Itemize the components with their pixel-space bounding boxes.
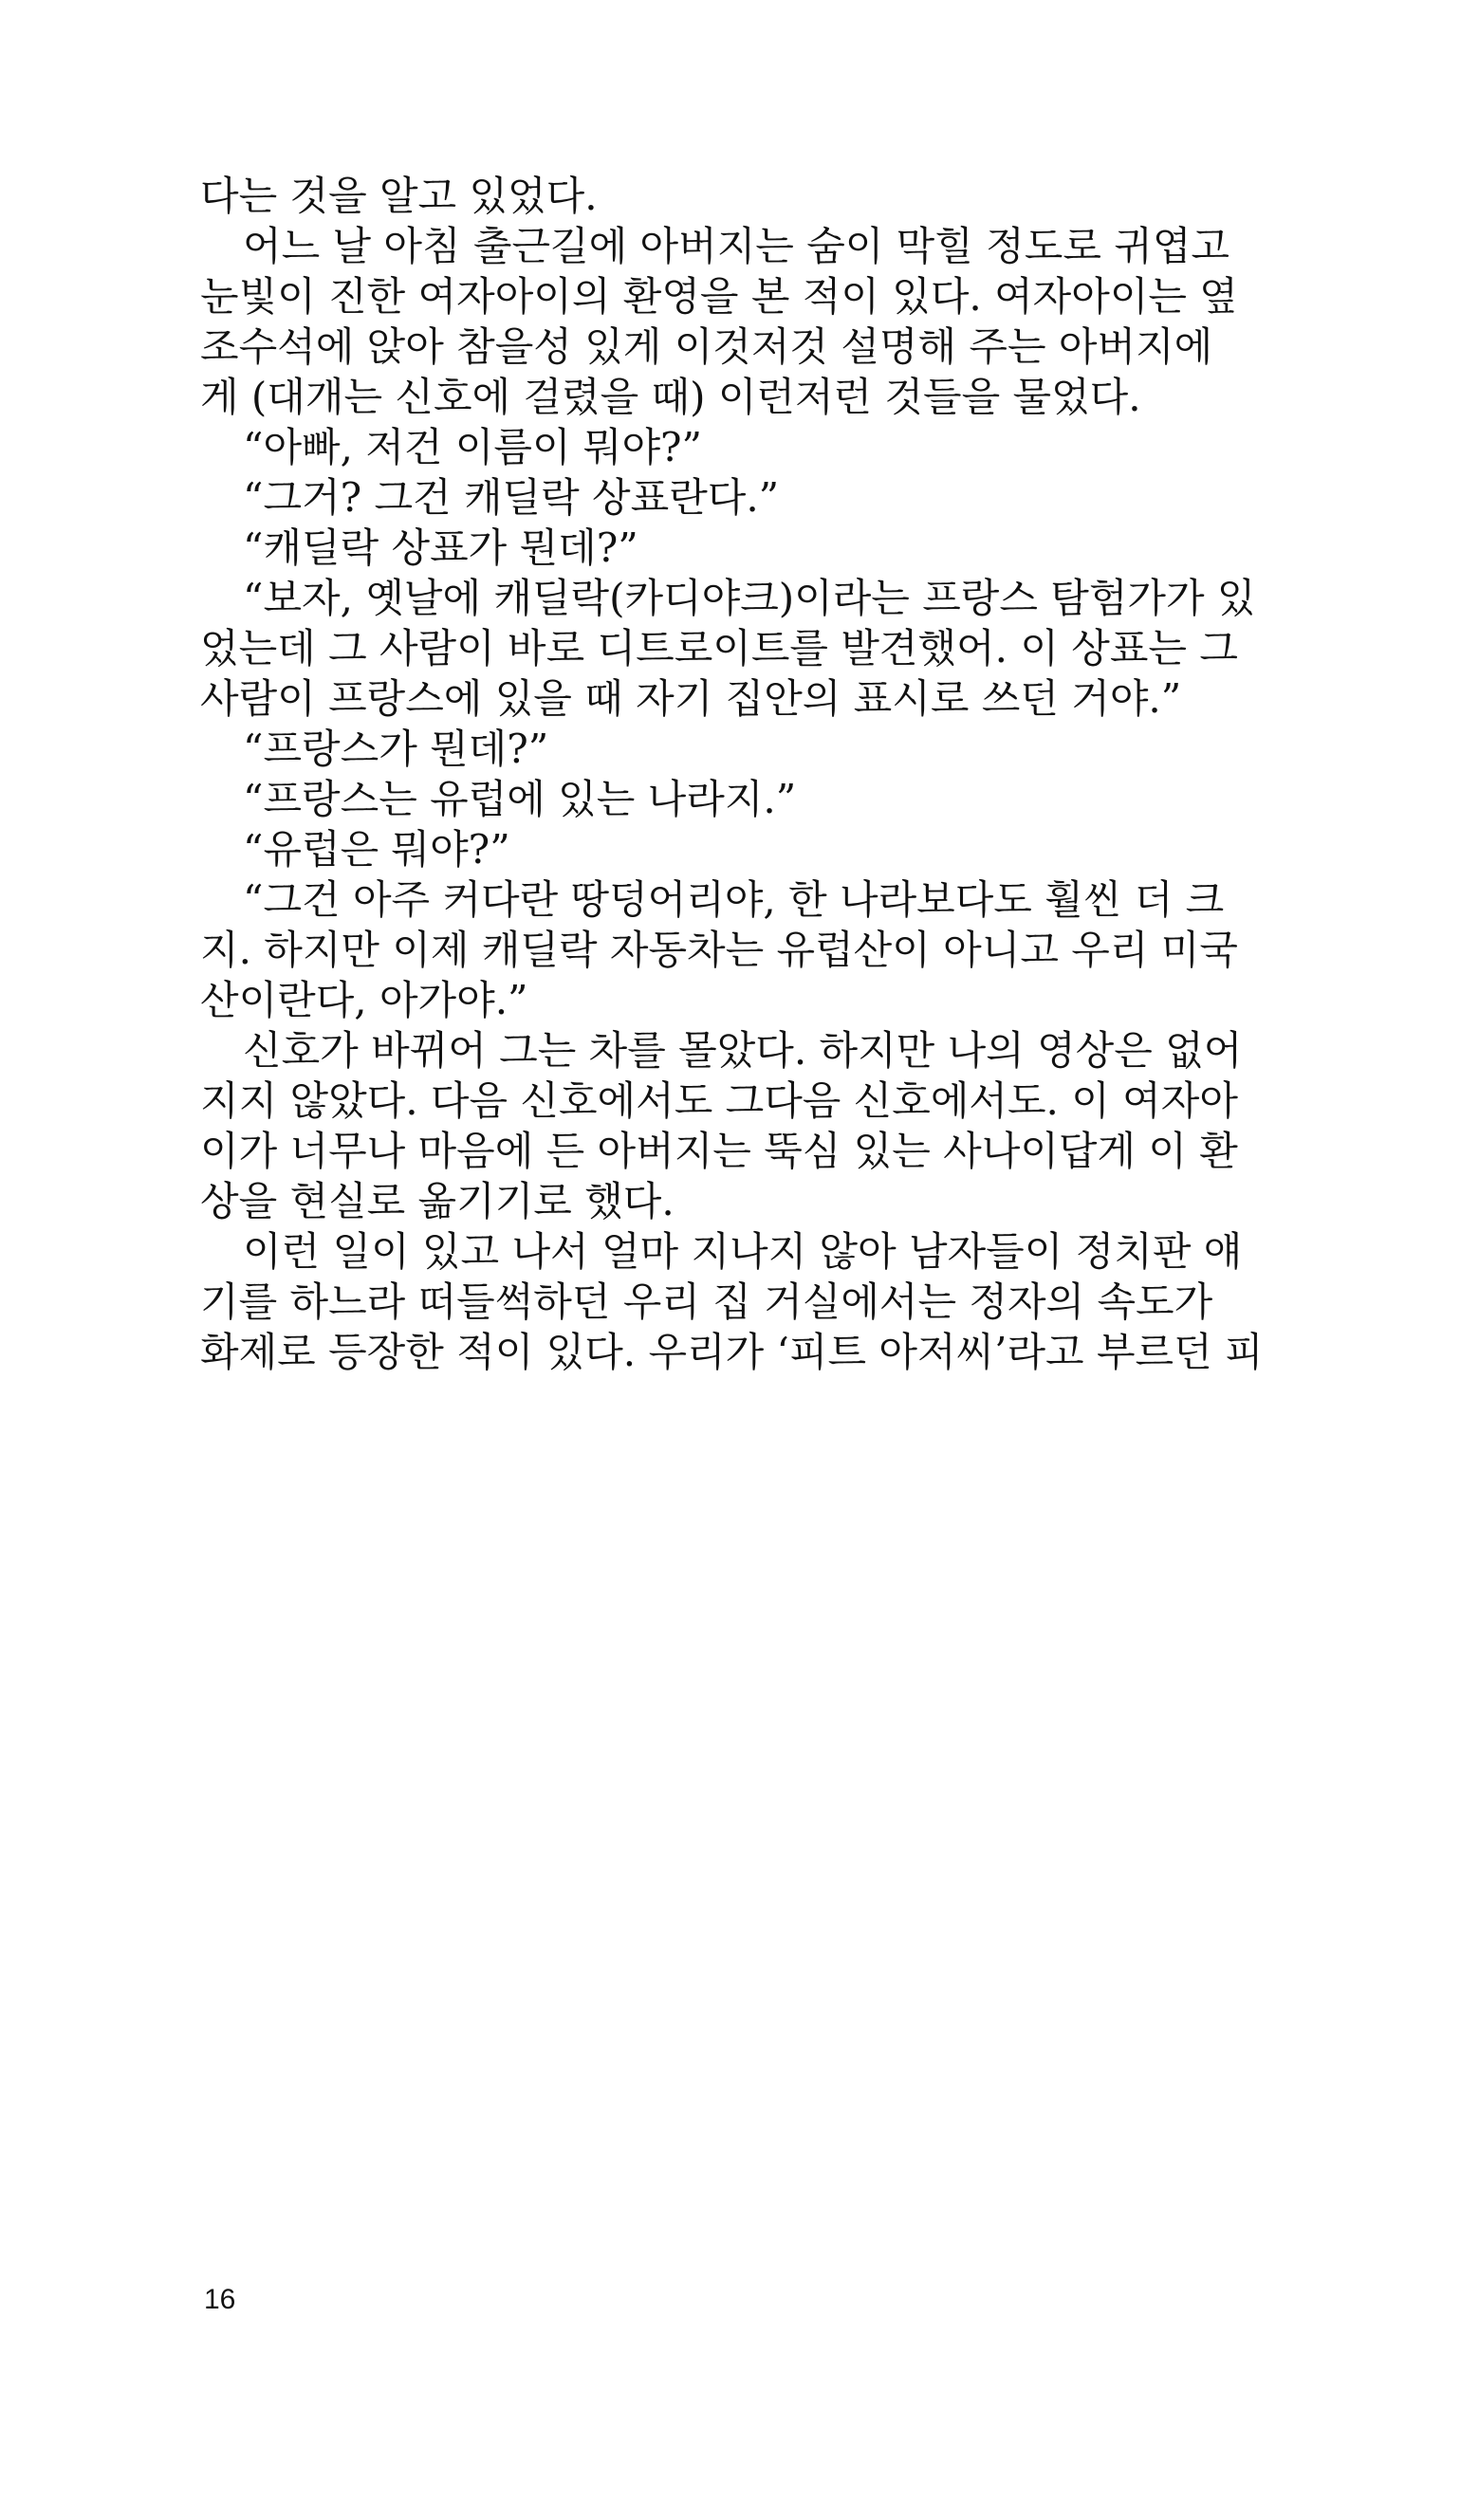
text-line-2: 어느 날 아침 출근길에 아버지는 숨이 막힐 정도로 귀엽고 [243,223,1229,269]
text-line-1: 다는 것을 알고 있었다. [200,173,598,219]
text-line-11: 사람이 프랑스에 있을 때 자기 집안의 표시로 쓰던 거야.” [200,675,1182,722]
text-line-6: “아빠, 저건 이름이 뭐야?” [243,424,703,470]
text-line-15: “그건 아주 커다란 땅덩어리야, 한 나라보다도 훨씬 더 크 [243,876,1225,923]
text-line-12: “프랑스가 뭔데?” [243,726,549,772]
text-line-23: 기를 하느라 떠들썩하던 우리 집 거실에서는 정자의 속도가 [200,1278,1213,1325]
text-line-8: “캐딜락 상표가 뭔데?” [243,524,638,571]
text-line-20: 이가 너무나 마음에 든 아버지는 뚝심 있는 사나이답게 이 환 [200,1128,1238,1174]
text-line-9: “보자, 옛날에 캐딜락(카디야크)이라는 프랑스 탐험가가 있 [243,575,1256,621]
text-line-7: “그거? 그건 캐딜락 상표란다.” [243,474,780,521]
text-line-10: 었는데 그 사람이 바로 디트로이트를 발견했어. 이 상표는 그 [200,625,1238,671]
text-line-16: 지. 하지만 이제 캐딜락 자동차는 유럽산이 아니고 우리 미국 [200,927,1238,973]
text-line-3: 눈빛이 진한 여자아이의 환영을 본 적이 있다. 여자아이는 옆 [200,273,1238,320]
text-line-4: 조수석에 앉아 참을성 있게 이것저것 설명해 주는 아버지에 [200,323,1213,370]
text-line-18: 신호가 바뀌어 그는 차를 몰았다. 하지만 나의 영상은 없어 [243,1027,1243,1074]
page-number: 16 [204,2284,236,2315]
text-line-24: 화제로 등장한 적이 있다. 우리가 ‘피트 아저씨’라고 부르던 피 [200,1329,1264,1375]
text-line-14: “유럽은 뭐야?” [243,826,510,873]
text-line-17: 산이란다, 아가야.” [200,977,528,1023]
text-line-13: “프랑스는 유럽에 있는 나라지.” [243,776,797,822]
text-line-5: 게 (대개는 신호에 걸렸을 때) 이런저런 것들을 물었다. [200,374,1141,420]
text-line-21: 상을 현실로 옮기기로 했다. [200,1178,675,1224]
text-line-22: 이런 일이 있고 나서 얼마 지나지 않아 남자들이 정치판 얘 [243,1228,1243,1275]
text-line-19: 지지 않았다. 다음 신호에서도 그다음 신호에서도. 이 여자아 [200,1077,1238,1124]
